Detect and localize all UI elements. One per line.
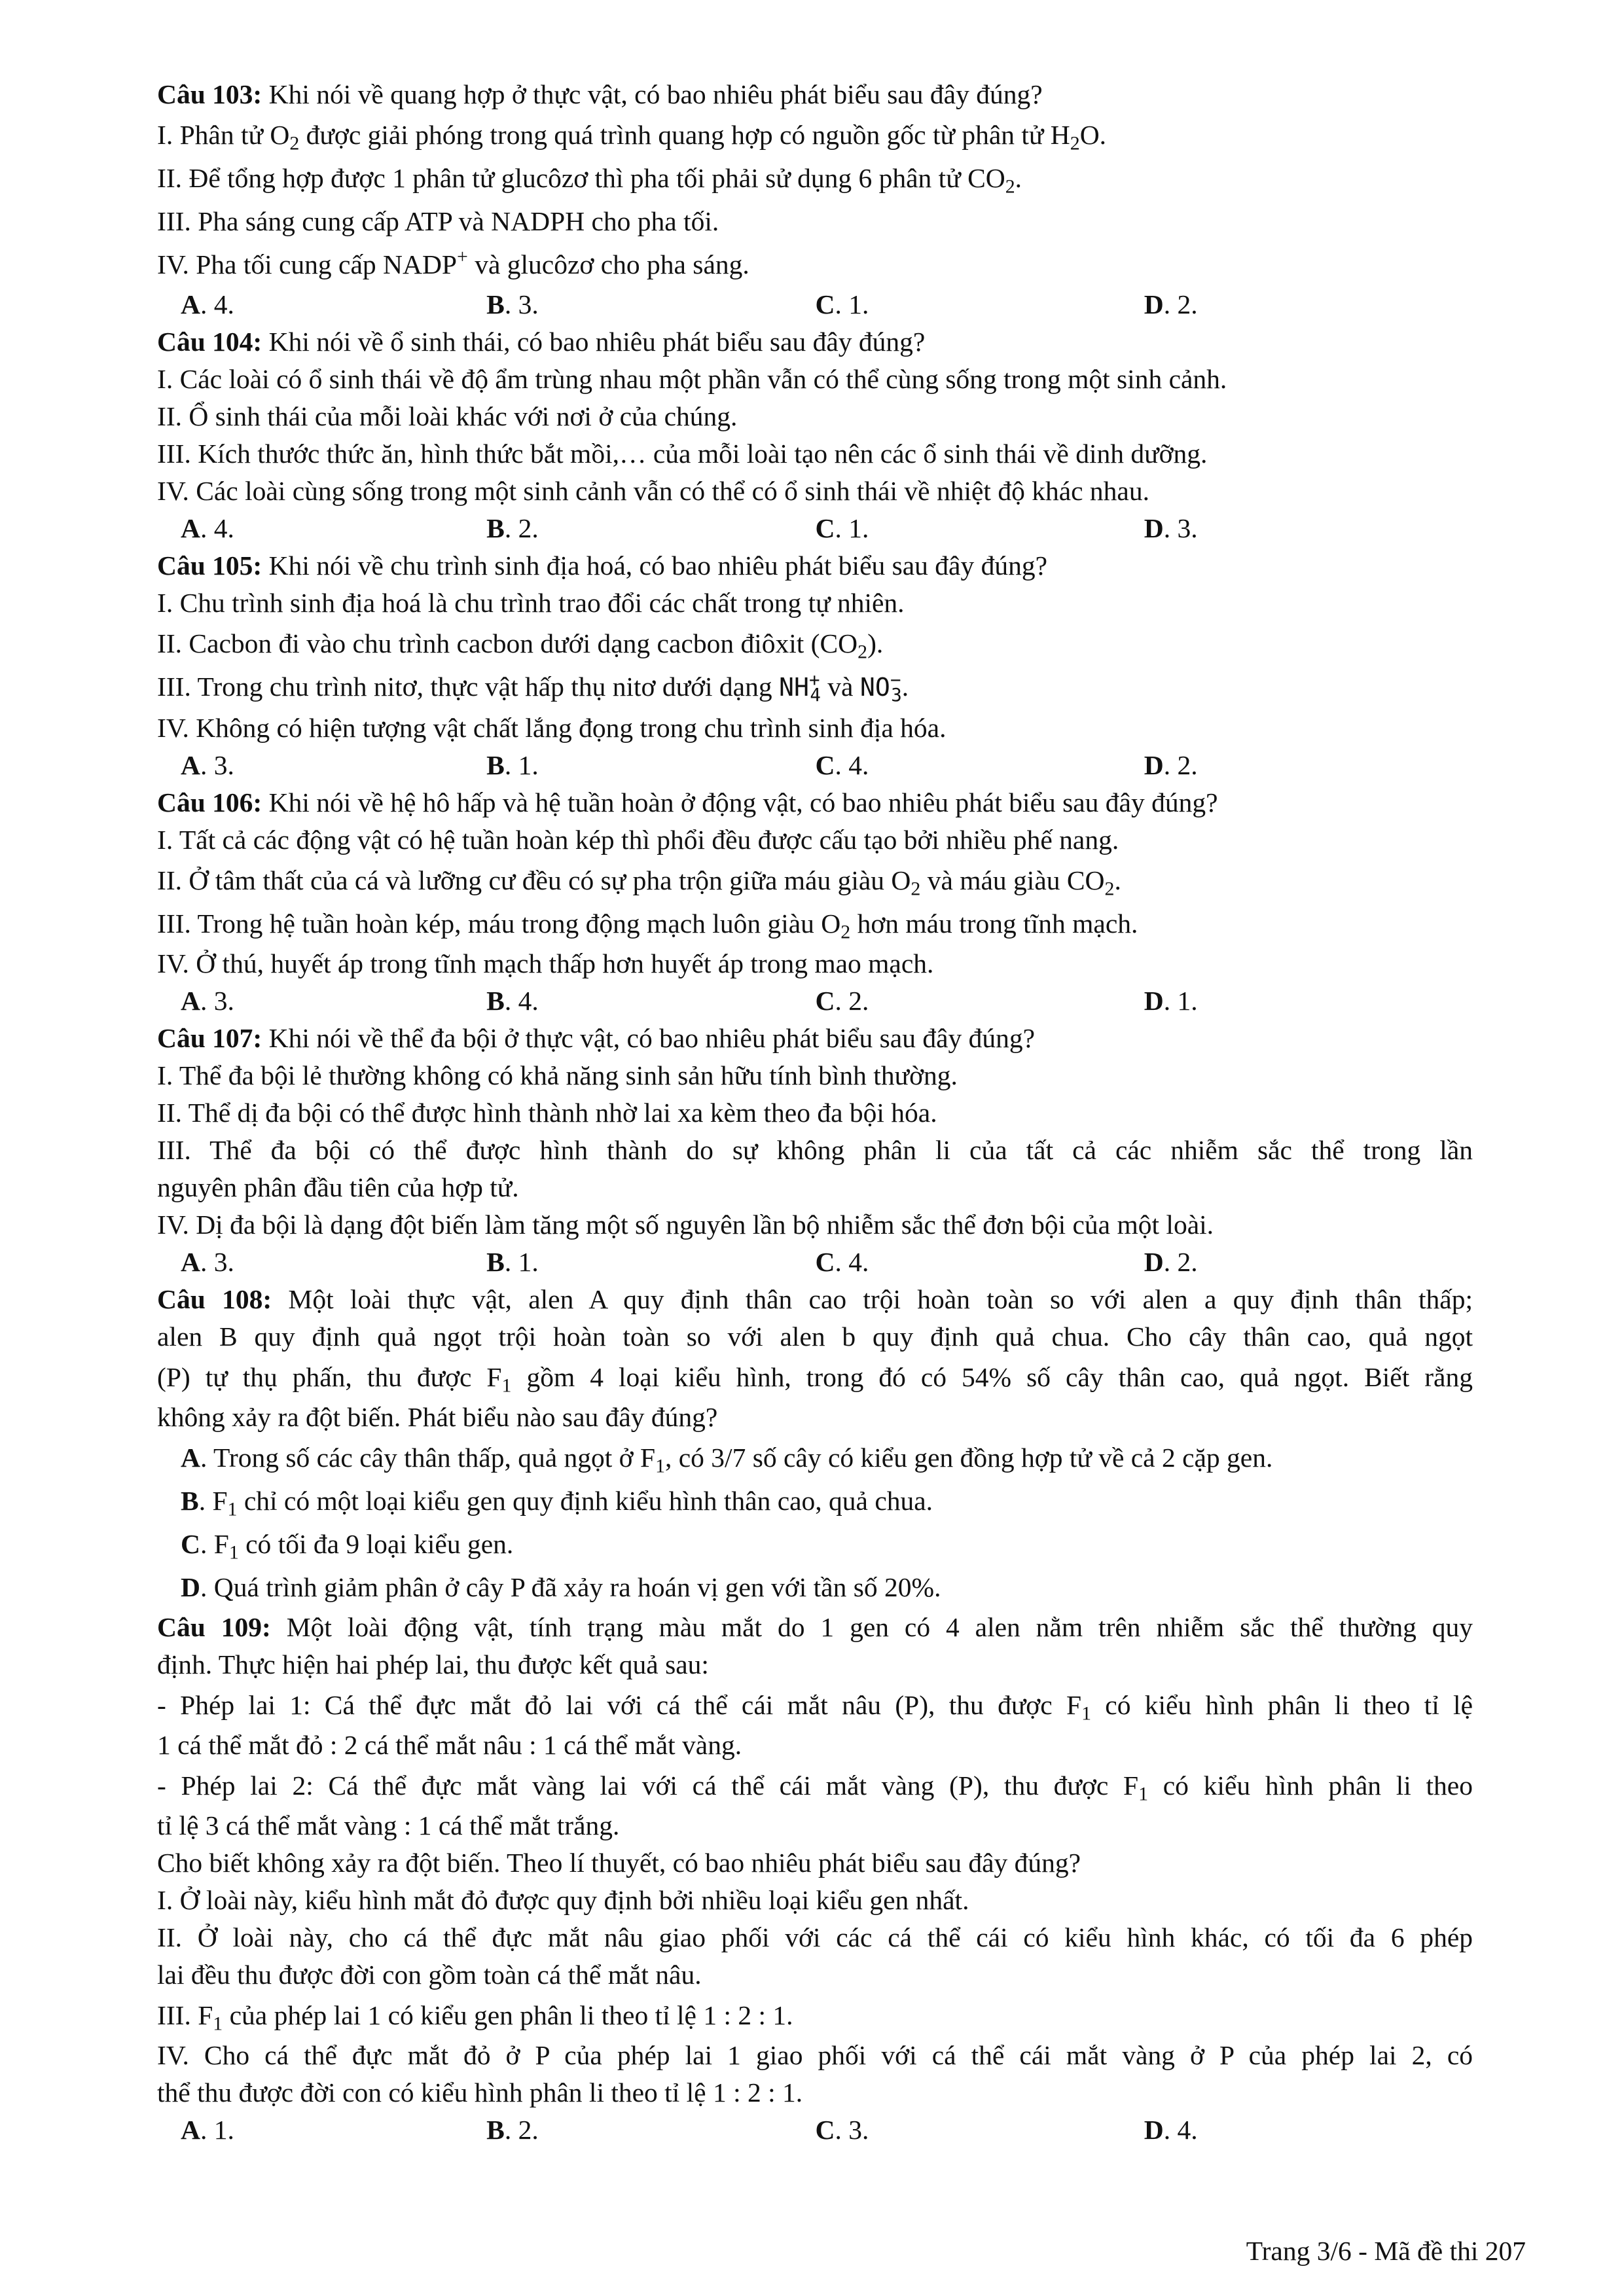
stem-line-3: (P) tự thụ phấn, thu được $F_1$ gồm 4 loại kiểu hình, trong đó có 54% số cây thân cao, quả ngọt. Biết rằng bbox=[157, 1362, 1473, 1397]
ammonium-formula: $NH^+_4$ bbox=[778, 669, 821, 706]
statement-2: II. Để tổng hợp được 1 phân tử glucôzơ thì pha tối phải sử dụng 6 phân tử $CO_2$. bbox=[157, 163, 1022, 198]
question-number: Câu 103: bbox=[157, 79, 262, 109]
statement-2: II. Thể dị đa bội có thể được hình thành nhờ lai xa kèm theo đa bội hóa. bbox=[157, 1098, 937, 1128]
option-b[interactable]: B. 2. bbox=[486, 513, 539, 543]
statement-3: III. $F_1$ của phép lai 1 có kiểu gen phân li theo tỉ lệ 1 : 2 : 1. bbox=[157, 2000, 793, 2035]
option-c[interactable]: C. 1. bbox=[815, 513, 869, 543]
option-b[interactable]: B. 2. bbox=[486, 2115, 539, 2145]
statement-2: II. Cacbon đi vào chu trình cacbon dưới dạng cacbon điôxit $(CO_2)$. bbox=[157, 628, 884, 663]
statement-4: IV. Cho cá thể đực mắt đỏ ở P của phép lai 1 giao phối với cá thể cái mắt vàng ở P của phép lai 2, có bbox=[157, 2040, 1473, 2070]
question-number: Câu 105: bbox=[157, 550, 262, 581]
question-stem: Câu 103: Khi nói về quang hợp ở thực vật, có bao nhiêu phát biểu sau đây đúng? bbox=[157, 79, 1043, 109]
statement-2: II. Ổ sinh thái của mỗi loài khác với nơi ở của chúng. bbox=[157, 401, 738, 431]
option-d[interactable]: D. 4. bbox=[1144, 2115, 1198, 2145]
answer-options bbox=[157, 286, 1473, 323]
statement-1: I. Chu trình sinh địa hoá là chu trình trao đổi các chất trong tự nhiên. bbox=[157, 588, 905, 618]
question-number: Câu 106: bbox=[157, 787, 262, 817]
option-d[interactable]: D. 1. bbox=[1144, 986, 1198, 1016]
statement-4: IV. Các loài cùng sống trong một sinh cảnh vẫn có thể có ổ sinh thái về nhiệt độ khác nhau. bbox=[157, 476, 1149, 506]
option-a[interactable]: A. 1. bbox=[181, 2115, 234, 2145]
statement-3: III. Thể đa bội có thể được hình thành do sự không phân li của tất cả các nhiễm sắc thể trong lần bbox=[157, 1135, 1473, 1165]
question-107 bbox=[157, 1020, 1473, 1281]
option-a[interactable]: A. 3. bbox=[181, 750, 234, 780]
statement-3-cont: nguyên phân đầu tiên của hợp tử. bbox=[157, 1172, 519, 1202]
option-b[interactable]: B. 1. bbox=[486, 750, 539, 780]
answer-options bbox=[157, 982, 1473, 1020]
stem-line-4: không xảy ra đột biến. Phát biểu nào sau đây đúng? bbox=[157, 1402, 718, 1432]
option-a[interactable]: A. 3. bbox=[181, 986, 234, 1016]
statement-1: I. Thể đa bội lẻ thường không có khả năng sinh sản hữu tính bình thường. bbox=[157, 1060, 958, 1090]
question-108 bbox=[157, 1281, 1473, 1609]
statement-1: I. Phân tử $O_2$ được giải phóng trong quá trình quang hợp có nguồn gốc từ phân tử $H_2O$. bbox=[157, 120, 1107, 154]
option-c[interactable]: C. 1. bbox=[815, 289, 869, 319]
question-number: Câu 104: bbox=[157, 327, 262, 357]
question-stem: Câu 105: Khi nói về chu trình sinh địa hoá, có bao nhiêu phát biểu sau đây đúng? bbox=[157, 550, 1048, 581]
answer-options bbox=[157, 510, 1473, 547]
option-a[interactable]: A. 4. bbox=[181, 513, 234, 543]
option-d[interactable]: D. 2. bbox=[1144, 289, 1198, 319]
question-109 bbox=[157, 1609, 1473, 2149]
question-103 bbox=[157, 76, 1473, 323]
option-c[interactable]: C. $F_1$ có tối đa 9 loại kiểu gen. bbox=[181, 1529, 514, 1564]
question-stem: Câu 107: Khi nói về thể đa bội ở thực vật, có bao nhiêu phát biểu sau đây đúng? bbox=[157, 1023, 1036, 1053]
statement-3: III. Trong chu trình nitơ, thực vật hấp thụ nitơ dưới dạng $NH^+_4$ và $NO^-_3$. bbox=[157, 669, 909, 706]
statement-4: IV. Ở thú, huyết áp trong tĩnh mạch thấp hơn huyết áp trong mao mạch. bbox=[157, 948, 934, 978]
option-c[interactable]: C. 3. bbox=[815, 2115, 869, 2145]
statement-1: I. Tất cả các động vật có hệ tuần hoàn kép thì phổi đều được cấu tạo bởi nhiều phế nang. bbox=[157, 825, 1119, 855]
stem-question: Cho biết không xảy ra đột biến. Theo lí thuyết, có bao nhiêu phát biểu sau đây đúng? bbox=[157, 1848, 1081, 1878]
answer-options bbox=[157, 747, 1473, 784]
question-106 bbox=[157, 784, 1473, 1020]
option-c[interactable]: C. 4. bbox=[815, 1247, 869, 1277]
question-stem: Câu 108: Một loài thực vật, alen A quy định thân cao trội hoàn toàn so với alen a quy định thân thấp; bbox=[157, 1284, 1473, 1314]
option-a[interactable]: A. Trong số các cây thân thấp, quả ngọt ở $F_1$, có 3/7 số cây có kiểu gen đồng hợp tử về cả 2 cặp gen. bbox=[181, 1443, 1273, 1477]
page-footer: Trang 3/6 - Mã đề thi 207 bbox=[1246, 2236, 1526, 2266]
statement-1: I. Ở loài này, kiểu hình mắt đỏ được quy định bởi nhiều loại kiểu gen nhất. bbox=[157, 1885, 969, 1915]
statement-1: I. Các loài có ổ sinh thái về độ ẩm trùng nhau một phần vẫn có thể cùng sống trong một sinh cảnh. bbox=[157, 364, 1227, 394]
statement-4: IV. Pha tối cung cấp NADP+ và glucôzơ cho pha sáng. bbox=[157, 245, 749, 279]
statement-4: IV. Không có hiện tượng vật chất lắng đọng trong chu trình sinh địa hóa. bbox=[157, 713, 947, 743]
option-c[interactable]: C. 4. bbox=[815, 750, 869, 780]
option-d[interactable]: D. Quá trình giảm phân ở cây P đã xảy ra hoán vị gen với tần số 20%. bbox=[181, 1572, 941, 1602]
statement-3: III. Pha sáng cung cấp ATP và NADPH cho pha tối. bbox=[157, 206, 719, 236]
question-105 bbox=[157, 547, 1473, 784]
exam-page bbox=[157, 76, 1473, 2149]
stem-line-2: alen B quy định quả ngọt trội hoàn toàn so với alen b quy định quả chua. Cho cây thân cao, quả ngọt bbox=[157, 1321, 1473, 1352]
question-number: Câu 108: bbox=[157, 1284, 272, 1314]
statement-2: II. Ở tâm thất của cá và lưỡng cư đều có sự pha trộn giữa máu giàu $O_2$ và máu giàu $CO_2$. bbox=[157, 865, 1121, 900]
answer-options bbox=[157, 2111, 1473, 2149]
nitrate-formula: $NO^-_3$ bbox=[859, 669, 902, 706]
answer-options bbox=[157, 1244, 1473, 1281]
option-d[interactable]: D. 2. bbox=[1144, 750, 1198, 780]
option-b[interactable]: B. 3. bbox=[486, 289, 539, 319]
option-b[interactable]: B. $F_1$ chỉ có một loại kiểu gen quy định kiểu hình thân cao, quả chua. bbox=[181, 1486, 933, 1520]
question-104 bbox=[157, 323, 1473, 547]
statement-2: II. Ở loài này, cho cá thể đực mắt nâu giao phối với các cá thể cái có kiểu hình khác, có tối đa 6 phép bbox=[157, 1922, 1473, 1952]
statement-4-cont: thể thu được đời con có kiểu hình phân li theo tỉ lệ 1 : 2 : 1. bbox=[157, 2077, 803, 2108]
option-c[interactable]: C. 2. bbox=[815, 986, 869, 1016]
statement-3: III. Kích thước thức ăn, hình thức bắt mồi,… của mỗi loài tạo nên các ổ sinh thái về dinh dưỡng. bbox=[157, 439, 1208, 469]
question-stem: Câu 106: Khi nói về hệ hô hấp và hệ tuần hoàn ở động vật, có bao nhiêu phát biểu sau đây đúng? bbox=[157, 787, 1218, 817]
statement-3: III. Trong hệ tuần hoàn kép, máu trong động mạch luôn giàu $O_2$ hơn máu trong tĩnh mạch. bbox=[157, 908, 1138, 943]
option-a[interactable]: A. 3. bbox=[181, 1247, 234, 1277]
stem-line-2: định. Thực hiện hai phép lai, thu được kết quả sau: bbox=[157, 1649, 709, 1679]
question-stem: Câu 104: Khi nói về ổ sinh thái, có bao nhiêu phát biểu sau đây đúng? bbox=[157, 327, 926, 357]
cross-1: - Phép lai 1: Cá thể đực mắt đỏ lai với cá thể cái mắt nâu (P), thu được $F_1$ có kiểu hình phân li theo tỉ lệ bbox=[157, 1690, 1473, 1725]
question-number: Câu 107: bbox=[157, 1023, 262, 1053]
option-b[interactable]: B. 4. bbox=[486, 986, 539, 1016]
statement-4: IV. Dị đa bội là dạng đột biến làm tăng một số nguyên lần bộ nhiễm sắc thể đơn bội của một loài. bbox=[157, 1210, 1214, 1240]
statement-2-cont: lai đều thu được đời con gồm toàn cá thể mắt nâu. bbox=[157, 1960, 702, 1990]
option-b[interactable]: B. 1. bbox=[486, 1247, 539, 1277]
option-d[interactable]: D. 3. bbox=[1144, 513, 1198, 543]
question-stem: Câu 109: Một loài động vật, tính trạng màu mắt do 1 gen có 4 alen nằm trên nhiễm sắc thể thường quy bbox=[157, 1612, 1473, 1642]
cross-2: - Phép lai 2: Cá thể đực mắt vàng lai với cá thể cái mắt vàng (P), thu được $F_1$ có kiểu hình phân li theo bbox=[157, 1770, 1473, 1805]
cross-1-cont: 1 cá thể mắt đỏ : 2 cá thể mắt nâu : 1 cá thể mắt vàng. bbox=[157, 1730, 742, 1760]
option-d[interactable]: D. 2. bbox=[1144, 1247, 1198, 1277]
question-number: Câu 109: bbox=[157, 1612, 271, 1642]
cross-2-cont: tỉ lệ 3 cá thể mắt vàng : 1 cá thể mắt trắng. bbox=[157, 1810, 620, 1840]
option-a[interactable]: A. 4. bbox=[181, 289, 234, 319]
